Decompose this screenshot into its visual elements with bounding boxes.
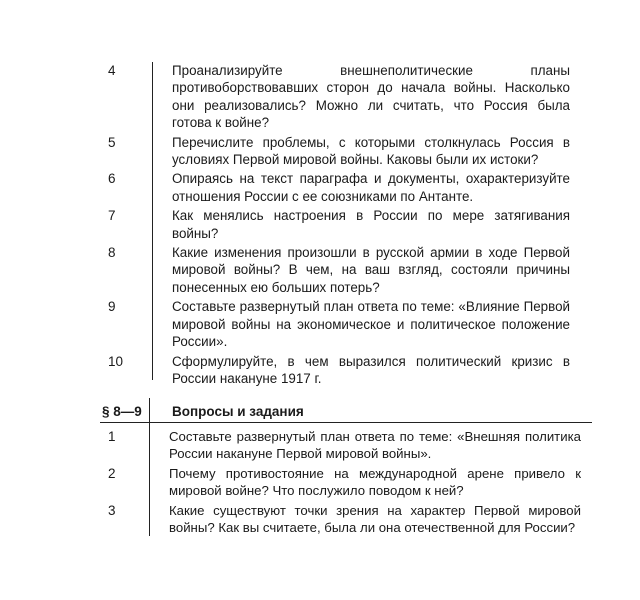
question-text: Опираясь на текст параграфа и документы, охарактеризуйте отношения России с ее союзниками по Антанте. xyxy=(172,171,570,204)
question-item xyxy=(100,428,592,462)
question-number: 7 xyxy=(108,208,116,224)
section-block xyxy=(100,400,592,539)
question-item xyxy=(100,62,600,132)
question-item xyxy=(100,170,600,205)
question-item xyxy=(100,244,600,296)
question-item xyxy=(100,298,600,350)
question-number: 4 xyxy=(108,63,116,78)
question-number: 8 xyxy=(108,245,116,261)
question-number: 10 xyxy=(108,353,124,369)
question-number: 9 xyxy=(108,299,116,315)
question-number: 5 xyxy=(108,134,116,150)
upper-question-list xyxy=(100,62,600,389)
question-text: Как менялись настроения в России по мере затягивания войны? xyxy=(172,208,570,241)
question-number: 1 xyxy=(108,429,116,444)
section-title: Вопросы и задания xyxy=(172,404,304,419)
question-item xyxy=(100,207,600,242)
question-text: Сформулируйте, в чем выразился политический кризис в России накануне 1917 г. xyxy=(172,353,570,386)
question-item xyxy=(100,502,592,536)
section-number: § 8—9 xyxy=(102,404,142,419)
question-text: Какие существуют точки зрения на характер Первой мировой войны? Как вы считаете, была ли она отечественной для России? xyxy=(169,503,581,535)
question-number: 3 xyxy=(108,503,116,518)
section-header xyxy=(100,400,592,423)
question-item xyxy=(100,465,592,499)
question-number: 2 xyxy=(108,466,116,481)
question-item xyxy=(100,134,600,169)
question-text: Какие изменения произошли в русской армии в ходе Первой мировой войны? В чем, на ваш взгляд, состояли причины понесенных ею больших потерь? xyxy=(172,245,570,295)
question-text: Почему противостояние на международной арене привело к мировой войне? Что послужило поводом к ней? xyxy=(169,466,581,498)
question-text: Перечислите проблемы, с которыми столкнулась Россия в условиях Первой мировой войны. Каковы были их истоки? xyxy=(172,134,570,168)
question-item xyxy=(100,353,600,388)
section-question-list xyxy=(100,428,592,536)
question-text: Составьте развернутый план ответа по теме: «Влияние Первой мировой войны на экономическое и политическое положение России». xyxy=(172,299,570,350)
question-text: Составьте развернутый план ответа по теме: «Внешняя политика России накануне Первой мировой войны». xyxy=(169,429,581,461)
question-number: 6 xyxy=(108,171,116,187)
question-text: Проанализируйте внешнеполитические планы противоборствовавших сторон до начала войны. Насколько они реализовались? Можно ли считать, что Россия была готова к войне? xyxy=(172,63,570,131)
